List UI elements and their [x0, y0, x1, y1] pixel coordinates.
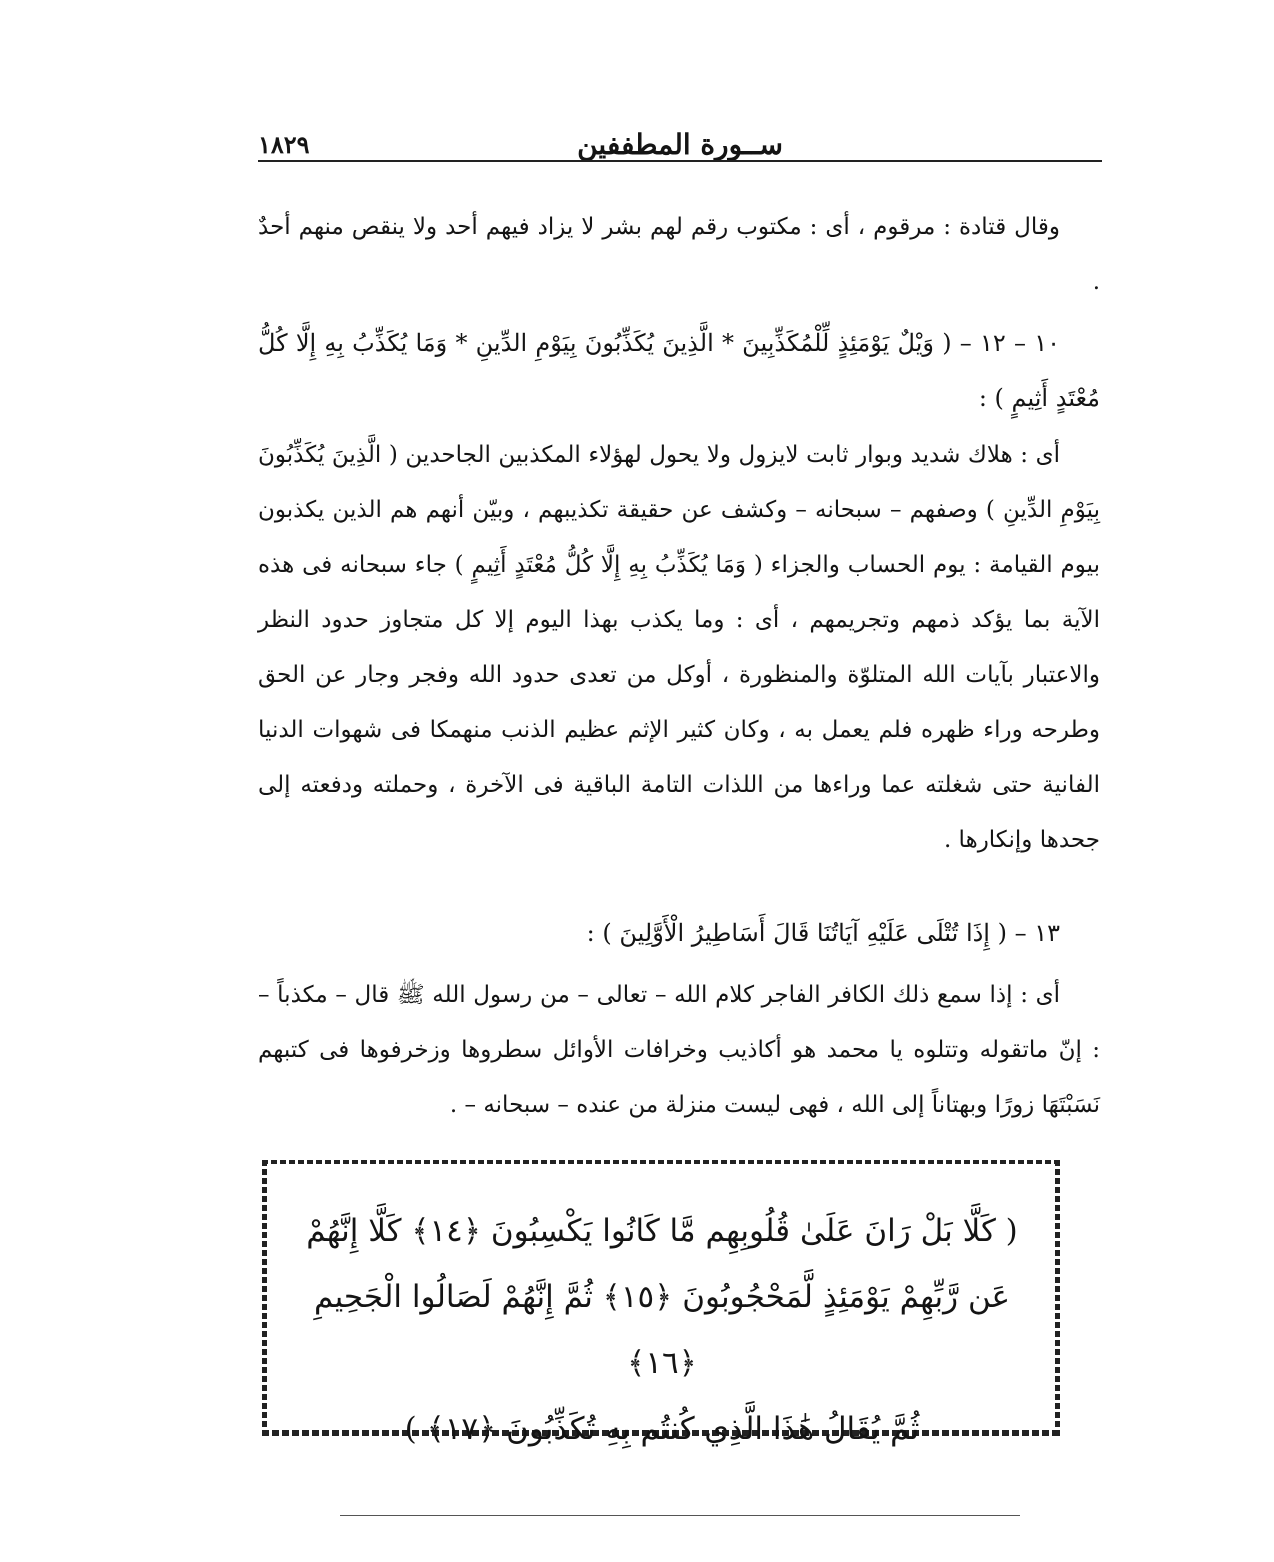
verse-heading-text: ١٠ – ١٢ – ( وَيْلٌ يَوْمَئِذٍ لِّلْمُكَذِّبِينَ * الَّذِينَ يُكَذِّبُونَ بِيَوْمِ الدِّينِ * وَمَا يُكَذِّبُ بِهِ إِلَّا كُلُّ مُعْتَدٍ أَثِيمٍ ) : [258, 329, 1100, 412]
frame-border-top [262, 1160, 1060, 1164]
paragraph-text: أى : إذا سمع ذلك الكافر الفاجر كلام الله – تعالى – من رسول الله ﷺ قال – مكذباً – : إنّ ماتقوله وتتلوه يا محمد هو أكاذيب وخرافات الأوائل سطروها وزخرفوها فى كتبهم نَسَبْتَهَا زورًا وبهتاناً إلى الله ، فهى ليست منزلة من عنده – سبحانه – . [258, 982, 1100, 1118]
framed-verses [292, 1198, 1032, 1462]
surah-title: ســورة المطففين [577, 128, 783, 161]
paragraph-tafsir-10-12 [258, 428, 1100, 868]
quran-verse-frame [262, 1160, 1060, 1447]
header-divider [258, 160, 1102, 162]
frame-border-right [1055, 1160, 1060, 1436]
paragraph-text: وقال قتادة : مرقوم ، أى : مكتوب رقم لهم بشر لا يزاد فيهم أحد ولا ينقص منهم أحدٌ . [258, 214, 1100, 295]
verse-heading-13 [258, 906, 1100, 961]
verse-line: ثُمَّ يُقَالُ هَٰذَا الَّذِي كُنتُم بِهِ تُكَذِّبُونَ ﴿١٧﴾ ) [404, 1411, 920, 1447]
footer-divider [340, 1515, 1020, 1516]
verse-line: ( كَلَّا بَلْ رَانَ عَلَىٰ قُلُوبِهِم مَّا كَانُوا يَكْسِبُونَ ﴿١٤﴾ كَلَّا إِنَّهُمْ [306, 1213, 1018, 1249]
verse-heading-text: ١٣ – ( إِذَا تُتْلَى عَلَيْهِ آيَاتُنَا قَالَ أَسَاطِيرُ الْأَوَّلِينَ ) : [586, 919, 1060, 947]
verse-line: عَن رَّبِّهِمْ يَوْمَئِذٍ لَّمَحْجُوبُونَ ﴿١٥﴾ ثُمَّ إِنَّهُمْ لَصَالُوا الْجَحِيمِ ﴿١٦﴾ [313, 1279, 1011, 1381]
page-header [258, 128, 1102, 162]
verse-heading-10-12 [258, 316, 1100, 426]
frame-border-left [262, 1160, 267, 1436]
paragraph-text: أى : هلاك شديد وبوار ثابت لايزول ولا يحول لهؤلاء المكذبين الجاحدين ( الَّذِينَ يُكَذِّبُونَ بِيَوْمِ الدِّينِ ) وصفهم – سبحانه – وكشف عن حقيقة تكذيبهم ، وبيّن أنهم هم الذين يكذبون بيوم القيامة : يوم الحساب والجزاء ( وَمَا يُكَذِّبُ بِهِ إِلَّا كُلُّ مُعْتَدٍ أَثِيمٍ ) جاء سبحانه فى هذه الآية بما يؤكد ذمهم وتجريمهم ، أى : وما يكذب بهذا اليوم إلا كل متجاوز حدود النظر والاعتبار بآيات الله المتلوّة والمنظورة ، أوكل من تعدى حدود الله وفجر وجار عن الحق وطرحه وراء ظهره فلم يعمل به ، وكان كثير الإثم عظيم الذنب منهمكا فى شهوات الدنيا الفانية حتى شغلته عما وراءها من اللذات التامة الباقية فى الآخرة ، وحملته ودفعته إلى جحدها وإنكارها . [258, 442, 1100, 853]
paragraph-qatada [258, 200, 1100, 310]
page-number: ١٨٢٩ [258, 130, 310, 159]
paragraph-tafsir-13 [258, 968, 1100, 1133]
